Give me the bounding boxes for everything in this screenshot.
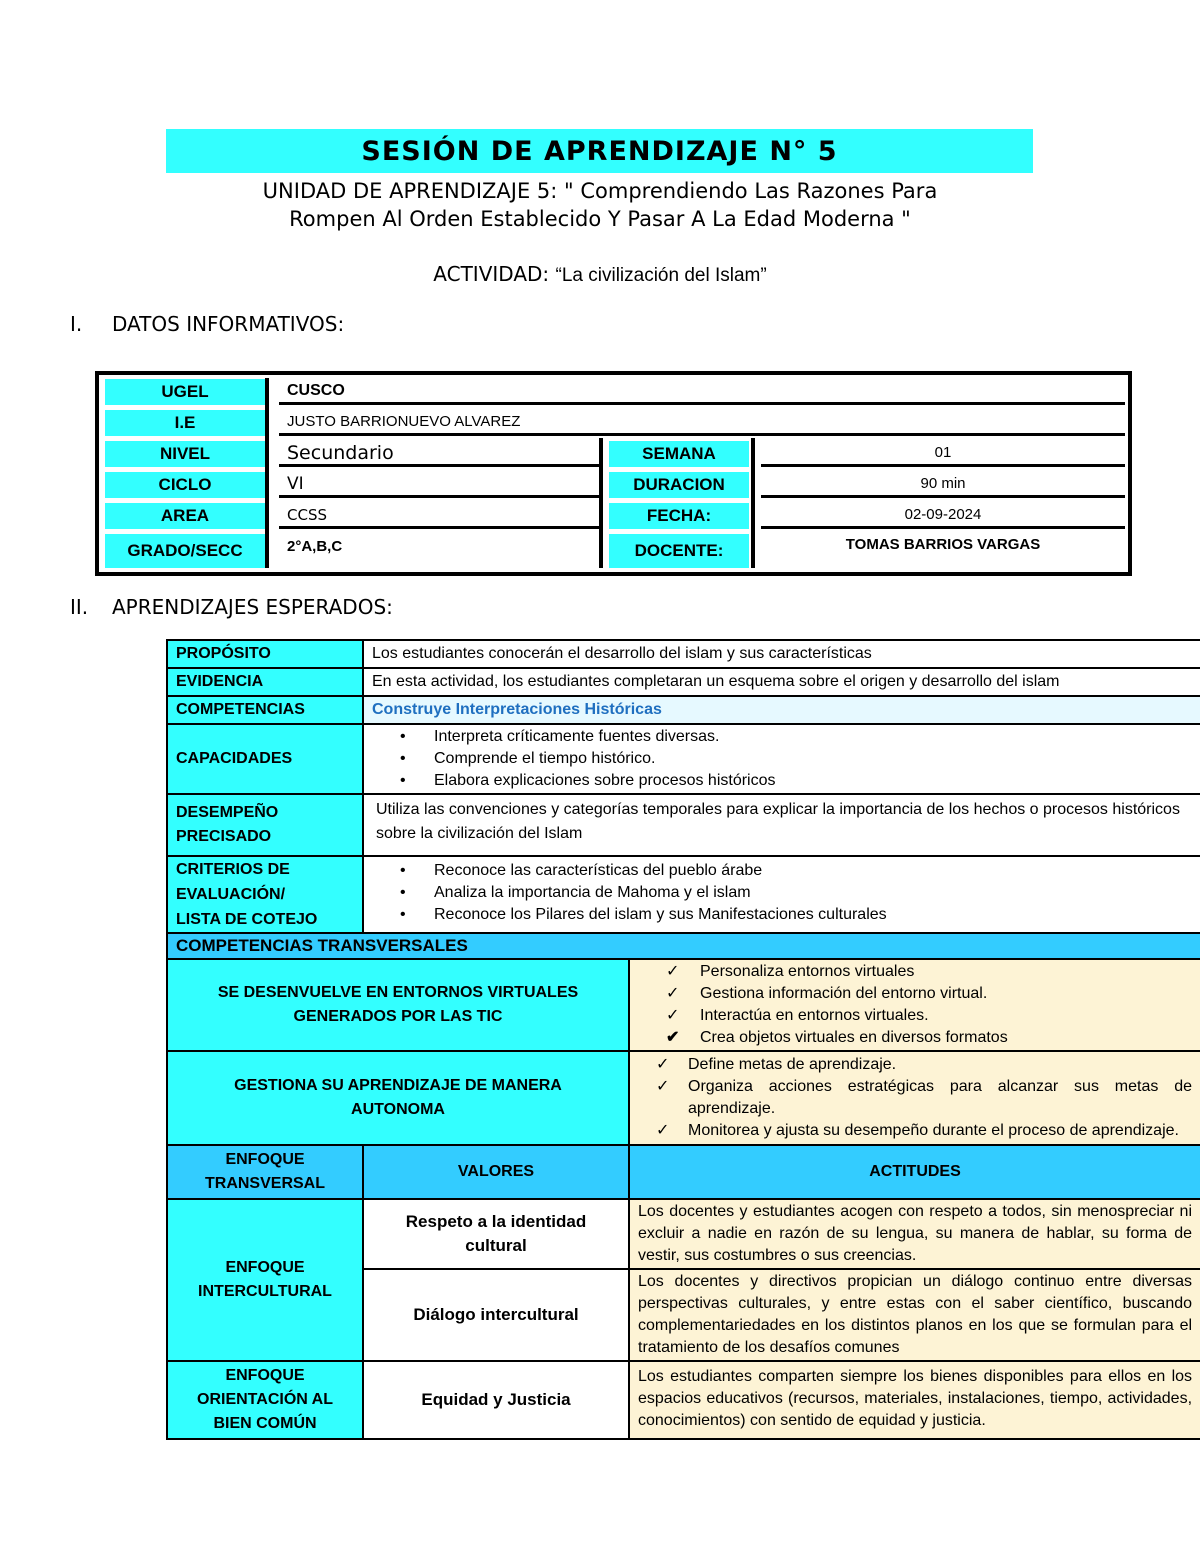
list-item: ✔ Crea objetos virtuales en diversos formatos (630, 1027, 1200, 1049)
header-actitudes: ACTITUDES (629, 1145, 1200, 1199)
label-gestiona: GESTIONA SU APRENDIZAJE DE MANERA AUTONOMA (167, 1051, 629, 1145)
valor-dialogo: Diálogo intercultural (363, 1269, 629, 1361)
check-icon: ✓ (656, 1056, 670, 1073)
row-bien-comun (167, 1361, 1200, 1439)
session-title: SESIÓN DE APRENDIZAJE N° 5 (361, 135, 838, 167)
label-bien-comun: ENFOQUE ORIENTACIÓN AL BIEN COMÚN (167, 1361, 363, 1439)
value-nivel: Secundario (279, 441, 599, 467)
aprendizajes-table (166, 639, 1200, 1440)
header-valores: VALORES (363, 1145, 629, 1199)
value-tic (629, 959, 1200, 1051)
row-proposito (167, 640, 1200, 668)
row-criterios (167, 856, 1200, 933)
row-capacidades (167, 724, 1200, 794)
value-evidencia: En esta actividad, los estudiantes completaran un esquema sobre el origen y desarrollo del islam (363, 668, 1200, 696)
header-enfoque: ENFOQUE TRANSVERSAL (167, 1145, 363, 1199)
label-nivel: NIVEL (105, 441, 265, 467)
valor-respeto: Respeto a la identidad cultural (363, 1199, 629, 1269)
list-item: ✓ Gestiona información del entorno virtual. (630, 983, 1200, 1005)
criterios-list (364, 860, 1200, 926)
gestiona-list (630, 1054, 1192, 1142)
check-icon: ✓ (656, 1078, 670, 1095)
row-evidencia (167, 668, 1200, 696)
value-duracion: 90 min (761, 472, 1125, 498)
list-item: • Reconoce los Pilares del islam y sus Manifestaciones culturales (400, 906, 887, 923)
unit-title-line-2: Rompen Al Orden Establecido Y Pasar A La Edad Moderna " (289, 207, 911, 231)
label-ugel: UGEL (105, 379, 265, 405)
check-icon: ✓ (666, 1007, 680, 1024)
list-item: ✓ Interactúa en entornos virtuales. (630, 1005, 1200, 1027)
datos-informativos-table (95, 371, 1132, 576)
check-icon: ✓ (656, 1122, 670, 1139)
section-heading-datos (70, 312, 344, 336)
value-capacidades (363, 724, 1200, 794)
activity-label: ACTIVIDAD: (433, 262, 550, 286)
value-docente: TOMAS BARRIOS VARGAS (845, 536, 1041, 553)
capacidades-list (364, 726, 1200, 792)
section-heading-aprendizajes (70, 595, 393, 619)
check-icon: ✔ (666, 1029, 680, 1046)
section-title: DATOS INFORMATIVOS: (112, 312, 345, 336)
row-transversales-header (167, 933, 1200, 959)
check-icon: ✓ (666, 985, 680, 1002)
label-ie: I.E (105, 410, 265, 436)
actitud-equidad: Los estudiantes comparten siempre los bienes disponibles para ellos en los espacios educativos (recursos, materiales, instalaciones, tiempo, actividades, conocimientos) con sentido de equidad y justicia. (629, 1361, 1200, 1439)
list-item: • Elabora explicaciones sobre procesos históricos (400, 772, 776, 789)
label-fecha: FECHA: (609, 503, 749, 529)
value-ugel: CUSCO (279, 379, 1125, 405)
value-criterios (363, 856, 1200, 933)
list-item: • Reconoce las características del pueblo árabe (400, 862, 763, 879)
row-nivel-semana (105, 441, 1121, 467)
actitud-respeto: Los docentes y estudiantes acogen con respeto a todos, sin menospreciar ni excluir a nadie en razón de su lengua, su manera de hablar, su forma de vestir, sus costumbres o sus creencias. (629, 1199, 1200, 1269)
transversales-header: COMPETENCIAS TRANSVERSALES (167, 933, 1200, 959)
row-desempeno (167, 794, 1200, 856)
row-competencias (167, 696, 1200, 724)
row-enfoque-header (167, 1145, 1200, 1199)
list-item: • Analiza la importancia de Mahoma y el islam (400, 884, 751, 901)
row-grado-docente (105, 534, 1121, 568)
row-ugel (105, 379, 1121, 405)
label-area: AREA (105, 503, 265, 529)
label-ciclo: CICLO (105, 472, 265, 498)
section-number: I. (70, 312, 83, 336)
activity-value: “La civilización del Islam” (555, 265, 767, 286)
competencia-text: Construye Interpretaciones Históricas (372, 701, 662, 718)
value-ciclo: VI (279, 472, 599, 498)
label-grado: GRADO/SECC (105, 534, 265, 568)
list-item: ✓ Personaliza entornos virtuales (630, 961, 1200, 983)
row-tic (167, 959, 1200, 1051)
value-grado: 2°A,B,C (287, 538, 343, 555)
list-item: • Interpreta críticamente fuentes diversas. (400, 728, 720, 745)
section-number: II. (70, 595, 89, 619)
section-title: APRENDIZAJES ESPERADOS: (112, 595, 393, 619)
label-duracion: DURACION (609, 472, 749, 498)
label-criterios: CRITERIOS DE EVALUACIÓN/ LISTA DE COTEJO (167, 856, 363, 933)
label-intercultural: ENFOQUE INTERCULTURAL (167, 1199, 363, 1361)
row-intercultural-respeto (167, 1199, 1200, 1269)
label-competencias: COMPETENCIAS (167, 696, 363, 724)
label-tic: SE DESENVUELVE EN ENTORNOS VIRTUALES GENERADOS POR LAS TIC (167, 959, 629, 1051)
tic-list (630, 961, 1200, 1049)
value-desempeno: Utiliza las convenciones y categorías temporales para explicar la importancia de los hechos o procesos históricos sobre la civilización del Islam (363, 794, 1200, 856)
list-item: ✓ Define metas de aprendizaje. (630, 1054, 1192, 1076)
label-desempeno: DESEMPEÑO PRECISADO (167, 794, 363, 856)
valor-equidad: Equidad y Justicia (363, 1361, 629, 1439)
value-competencias (363, 696, 1200, 724)
unit-title-line-1: UNIDAD DE APRENDIZAJE 5: " Comprendiendo Las Razones Para (262, 179, 938, 203)
value-ie: JUSTO BARRIONUEVO ALVAREZ (279, 410, 1125, 436)
session-title-banner (166, 129, 1033, 173)
list-item: • Comprende el tiempo histórico. (400, 750, 656, 767)
label-evidencia: EVIDENCIA (167, 668, 363, 696)
row-ciclo-duracion (105, 472, 1121, 498)
list-item: ✓ Monitorea y ajusta su desempeño durante el proceso de aprendizaje. (630, 1120, 1192, 1142)
actitud-dialogo: Los docentes y directivos propician un diálogo continuo entre diversas perspectivas culturales, y entre estas con el saber científico, buscando complementariedades en los distintos planos en los que se formulan para el tratamiento de los desafíos comunes (629, 1269, 1200, 1361)
value-gestiona (629, 1051, 1200, 1145)
value-area: CCSS (279, 503, 599, 529)
row-area-fecha (105, 503, 1121, 529)
list-item: ✓ Organiza acciones estratégicas para alcanzar sus metas de aprendizaje. (656, 1078, 1193, 1117)
label-semana: SEMANA (609, 441, 749, 467)
label-capacidades: CAPACIDADES (167, 724, 363, 794)
activity-line (0, 262, 1200, 287)
label-docente: DOCENTE: (609, 534, 749, 568)
row-gestiona (167, 1051, 1200, 1145)
value-fecha: 02-09-2024 (761, 503, 1125, 529)
value-semana: 01 (761, 441, 1125, 467)
label-proposito: PROPÓSITO (167, 640, 363, 668)
value-proposito: Los estudiantes conocerán el desarrollo del islam y sus características (363, 640, 1200, 668)
check-icon: ✓ (666, 963, 680, 980)
row-ie (105, 410, 1121, 436)
